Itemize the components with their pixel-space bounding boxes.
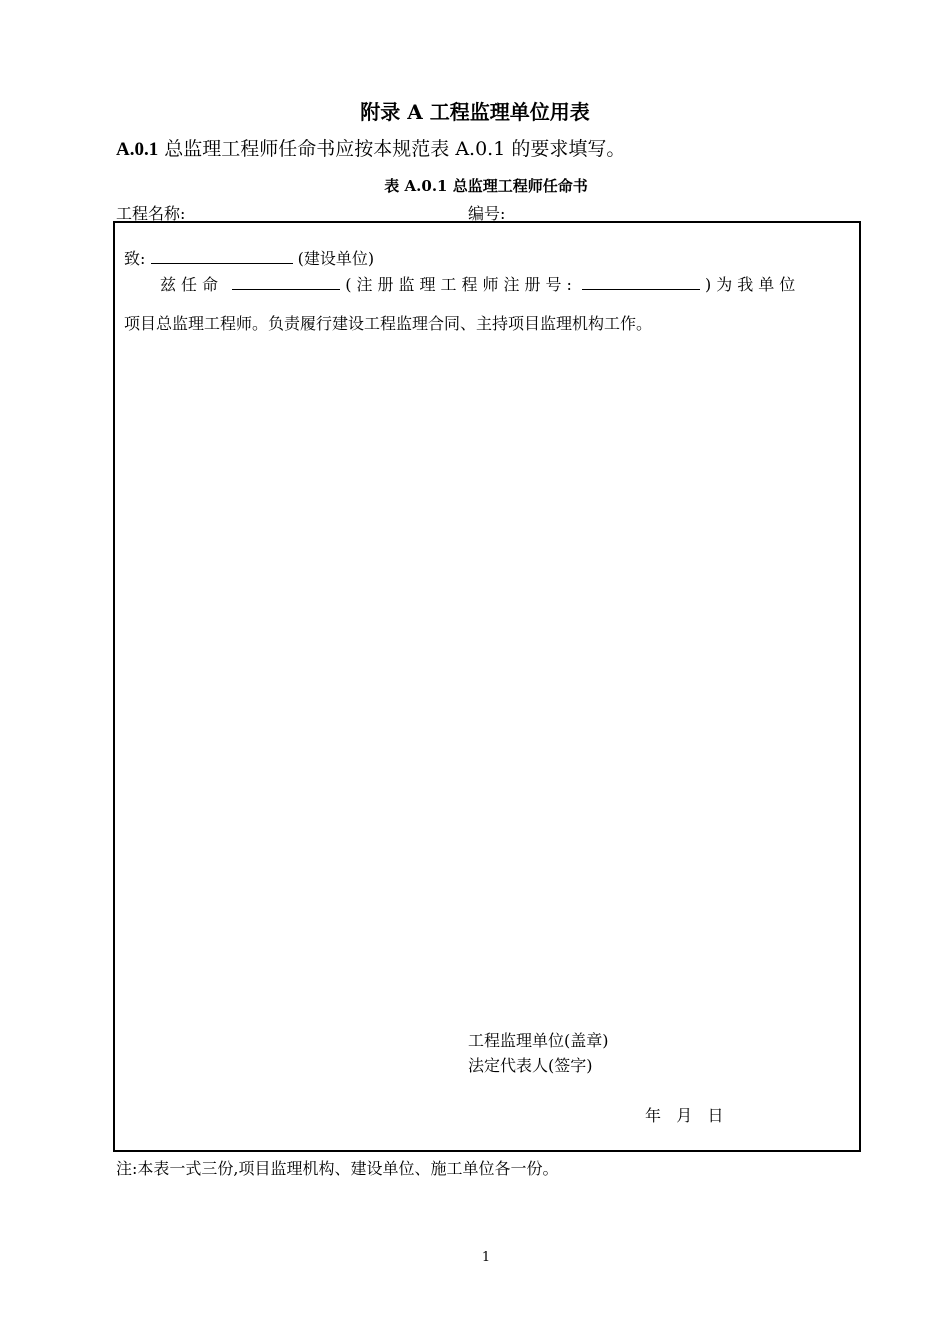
- registration-number-blank[interactable]: [582, 273, 700, 290]
- to-suffix: (建设单位): [297, 249, 375, 268]
- appointment-line: [160, 272, 800, 295]
- serial-number-label: 编号:: [468, 204, 506, 223]
- clause-paragraph: [116, 134, 625, 161]
- owner-name-blank[interactable]: [151, 247, 293, 264]
- footnote: 注:本表一式三份,项目监理机构、建设单位、施工单位各一份。: [116, 1159, 559, 1178]
- table-title: 表 A.0.1 总监理工程师任命书: [384, 177, 588, 195]
- signature-representative: 法定代表人(签字): [468, 1056, 593, 1075]
- signature-unit: 工程监理单位(盖章): [468, 1031, 609, 1050]
- appointee-name-blank[interactable]: [232, 273, 340, 290]
- clause-text: 总监理工程师任命书应按本规范表 A.0.1 的要求填写。: [164, 138, 626, 160]
- appoint-middle: (注册监理工程师注册号:: [345, 275, 577, 294]
- addressee-line: [124, 246, 374, 269]
- duty-text: 项目总监理工程师。负责履行建设工程监理合同、主持项目监理机构工作。: [124, 314, 653, 333]
- appoint-suffix: )为我单位: [705, 275, 801, 294]
- appendix-title: 附录 A 工程监理单位用表: [360, 100, 590, 124]
- appointment-form-frame: [113, 221, 861, 1152]
- project-name-label: 工程名称:: [116, 204, 186, 223]
- to-label: 致:: [124, 249, 146, 268]
- clause-number: A.0.1: [116, 139, 159, 160]
- appoint-prefix: 兹任命: [160, 275, 224, 294]
- page-number: 1: [481, 1250, 491, 1265]
- signature-date: 年 月 日: [645, 1106, 724, 1125]
